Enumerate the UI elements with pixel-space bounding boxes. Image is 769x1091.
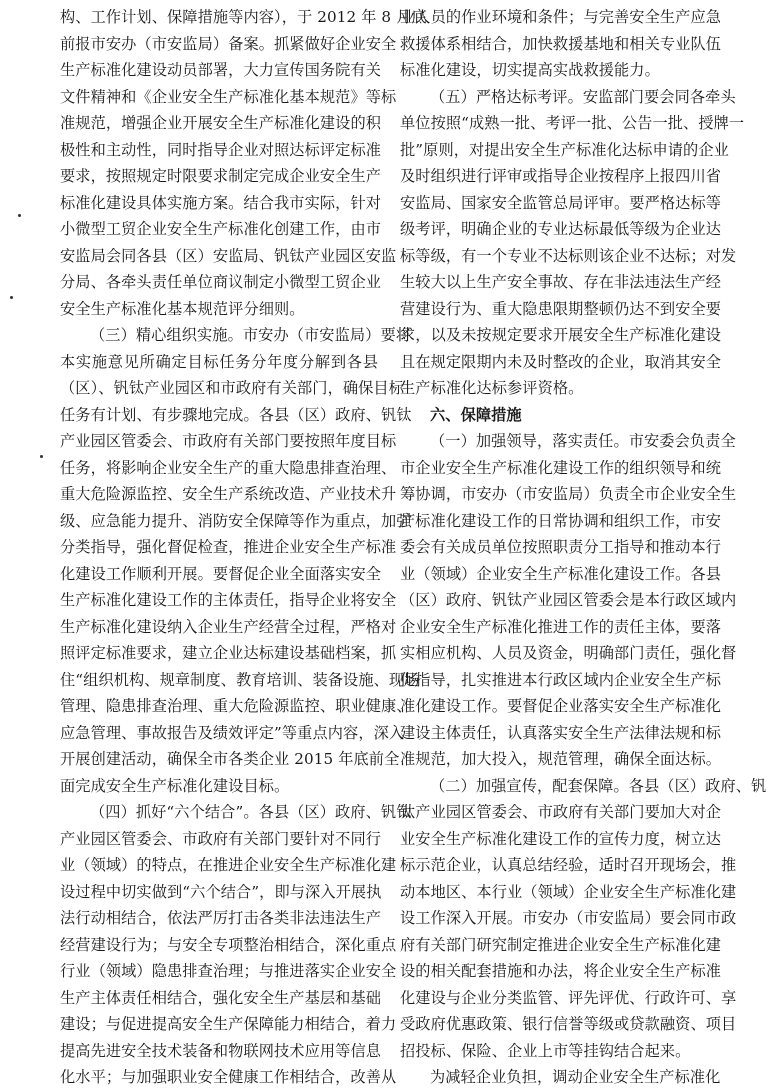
text-line: 生产主体责任相结合，强化安全生产基层和基础 bbox=[60, 988, 382, 1007]
text-line: 开展创建活动，确保全市各类企业 2015 年底前全 bbox=[60, 750, 400, 768]
section-heading: 六、保障措施 bbox=[430, 405, 522, 424]
text-line: 生产标准化建设工作的主体责任，指导企业将安全 bbox=[60, 591, 397, 609]
text-line: 求，以及未按规定要求开展安全生产标准化建设 bbox=[400, 326, 722, 344]
text-line: 建设；与促进提高安全生产保障能力相结合，着力 bbox=[60, 1015, 397, 1033]
text-line: 化建设工作顺利开展。要督促企业全面落实安全 bbox=[60, 564, 382, 583]
text-line: 前报市安办（市安监局）备案。抓紧做好企业安全 bbox=[60, 34, 397, 53]
text-line: 构、工作计划、保障措施等内容），于 2012 年 8 月底 bbox=[60, 8, 427, 26]
text-line: 实相应机构、人员及资金，明确部门责任，强化督 bbox=[400, 644, 737, 662]
text-line: 管理、隐患排查治理、重大危险源监控、职业健康、 bbox=[60, 697, 412, 715]
text-line: 营建设行为、重大隐患限期整顿仍达不到安全要 bbox=[400, 299, 722, 318]
scan-speck bbox=[18, 214, 21, 217]
text-line: 批”原则，对提出安全生产标准化达标申请的企业 bbox=[400, 140, 729, 159]
text-line: 受政府优惠政策、银行信誉等级或贷款融资、项目 bbox=[400, 1015, 737, 1033]
text-line: 建设主体责任，认真落实安全生产法律法规和标 bbox=[400, 723, 722, 742]
text-line: 为减轻企业负担，调动企业安全生产标准化 bbox=[430, 1068, 721, 1086]
text-line: 及时组织进行评审或指导企业按程序上报四川省 bbox=[400, 167, 722, 185]
subsection-heading-line: （二）加强宣传，配套保障。各县（区）政府、钒 bbox=[430, 776, 767, 795]
text-line: 准化建设工作。要督促企业落实安全生产标准化 bbox=[400, 697, 722, 715]
text-line: 业人员的作业环境和条件；与完善安全生产应急 bbox=[400, 8, 722, 26]
text-line: 安监局、国家安全监管总局评审。要严格达标等 bbox=[400, 193, 722, 212]
subsection-heading-line: （一）加强领导，落实责任。市安委会负责全 bbox=[430, 432, 736, 450]
text-line: （区）、钒钛产业园区和市政府有关部门，确保目标 bbox=[60, 379, 405, 397]
text-line: 任务，将影响企业安全生产的重大隐患排查治理、 bbox=[60, 458, 397, 477]
text-line: 小微型工贸企业安全生产标准化创建工作，由市 bbox=[60, 220, 382, 238]
text-line: 面完成安全生产标准化建设目标。 bbox=[60, 776, 290, 795]
text-line: 文件精神和《企业安全生产标准化基本规范》等标 bbox=[60, 87, 397, 106]
text-line: 标准化建设具体实施方案。结合我市实际，针对 bbox=[60, 193, 382, 212]
text-line: 准规范，加大投入，规范管理，确保全面达标。 bbox=[400, 750, 722, 768]
text-line: 任务有计划、有步骤地完成。各县（区）政府、钒钛 bbox=[60, 405, 412, 424]
scan-speck bbox=[10, 296, 13, 299]
text-line: 化水平；与加强职业安全健康工作相结合，改善从 bbox=[60, 1068, 397, 1086]
text-line: 设过程中切实做到“六个结合”，即与深入开展执 bbox=[60, 882, 382, 901]
text-line: 招投标、保险、企业上市等挂钩结合起来。 bbox=[400, 1041, 691, 1060]
text-line: 委会有关成员单位按照职责分工指导和推动本行 bbox=[400, 538, 722, 556]
text-line: 生产标准化达标参评资格。 bbox=[400, 379, 584, 397]
text-line: 提高先进安全技术装备和物联网技术应用等信息 bbox=[60, 1041, 382, 1060]
text-line: （区）政府、钒钛产业园区管委会是本行政区域内 bbox=[400, 591, 737, 609]
text-line: 标等级，有一个专业不达标则该企业不达标；对发 bbox=[400, 246, 737, 265]
subsection-heading-line: （三）精心组织实施。市安办（市安监局）要将 bbox=[90, 326, 412, 344]
text-line: 单位按照“成熟一批、考评一批、公告一批、授牌一 bbox=[400, 114, 745, 132]
text-line: 化建设与企业分类监管、评先评优、行政许可、享 bbox=[400, 988, 737, 1007]
text-line: 安监局会同各县（区）安监局、钒钛产业园区安监 bbox=[60, 246, 397, 265]
text-line: 生产标准化建设纳入企业生产经营全过程，严格对 bbox=[60, 617, 397, 636]
text-line: 住“组织机构、规章制度、教育培训、装备设施、现场 bbox=[60, 670, 420, 689]
text-line: 法行动相结合，依法严厉打击各类非法违法生产 bbox=[60, 909, 382, 927]
text-line: 安全生产标准化基本规范评分细则。 bbox=[60, 299, 305, 318]
text-line: 经营建设行为；与安全专项整治相结合，深化重点 bbox=[60, 935, 397, 954]
text-line: 钛产业园区管委会、市政府有关部门要加大对企 bbox=[400, 803, 722, 821]
text-line: 业（领域）的特点，在推进企业安全生产标准化建 bbox=[60, 856, 397, 874]
text-line: 业安全生产标准化建设工作的宣传力度，树立达 bbox=[400, 829, 722, 848]
text-line: 标准化建设，切实提高实战救援能力。 bbox=[400, 61, 660, 79]
text-line: 行业（领域）隐患排查治理；与推进落实企业安全 bbox=[60, 962, 397, 980]
text-line: 标示范企业，认真总结经验，适时召开现场会，推 bbox=[400, 856, 737, 874]
text-line: 市企业安全生产标准化建设工作的组织领导和统 bbox=[400, 458, 722, 477]
text-line: 设工作深入开展。市安办（市安监局）要会同市政 bbox=[400, 909, 737, 927]
text-line: 本实施意见所确定目标任务分年度分解到各县 bbox=[60, 352, 378, 371]
text-line: 府有关部门研究制定推进企业安全生产标准化建 bbox=[400, 935, 722, 954]
text-line: 应急管理、事故报告及绩效评定”等重点内容，深入 bbox=[60, 723, 405, 742]
text-line: 极性和主动性，同时指导企业对照达标评定标准 bbox=[60, 140, 382, 159]
subsection-heading-line: （四）抓好“六个结合”。各县（区）政府、钒钛 bbox=[90, 803, 412, 821]
text-line: 促指导，扎实推进本行政区域内企业安全生产标 bbox=[400, 670, 722, 689]
text-line: 分局、各牵头责任单位商议制定小微型工贸企业 bbox=[60, 273, 382, 291]
text-line: 企业安全生产标准化推进工作的责任主体，要落 bbox=[400, 617, 722, 636]
text-line: 生产标准化建设动员部署，大力宣传国务院有关 bbox=[60, 61, 382, 79]
text-line: 动本地区、本行业（领域）企业安全生产标准化建 bbox=[400, 882, 737, 901]
text-line: 业（领域）企业安全生产标准化建设工作。各县 bbox=[400, 564, 722, 583]
text-line: 且在规定限期内未及时整改的企业，取消其安全 bbox=[400, 352, 722, 371]
text-line: 产标准化建设工作的日常协调和组织工作，市安 bbox=[400, 511, 722, 530]
text-line: 救援体系相结合，加快救援基地和相关专业队伍 bbox=[400, 34, 722, 53]
subsection-heading-line: （五）严格达标考评。安监部门要会同各牵头 bbox=[430, 87, 736, 106]
text-line: 生较大以上生产安全事故、存在非法违法生产经 bbox=[400, 273, 722, 291]
text-line: 产业园区管委会、市政府有关部门要按照年度目标 bbox=[60, 432, 397, 450]
text-line: 照评定标准要求，建立企业达标建设基础档案，抓 bbox=[60, 644, 397, 662]
left-column bbox=[60, 4, 427, 1091]
text-line: 筹协调，市安办（市安监局）负责全市企业安全生 bbox=[400, 485, 737, 503]
scan-speck bbox=[40, 455, 43, 458]
right-column bbox=[400, 4, 767, 1091]
text-line: 级、应急能力提升、消防安全保障等作为重点，加强 bbox=[60, 511, 412, 530]
text-line: 分类指导，强化督促检查，推进企业安全生产标准 bbox=[60, 538, 397, 556]
text-line: 准规范，增强企业开展安全生产标准化建设的积 bbox=[60, 114, 382, 132]
text-line: 设的相关配套措施和办法，将企业安全生产标准 bbox=[400, 962, 722, 980]
text-line: 级考评，明确企业的专业达标最低等级为企业达 bbox=[400, 220, 722, 238]
text-line: 重大危险源监控、安全生产系统改造、产业技术升 bbox=[60, 485, 397, 503]
text-line: 要求，按照规定时限要求制定完成企业安全生产 bbox=[60, 167, 382, 185]
text-line: 产业园区管委会、市政府有关部门要针对不同行 bbox=[60, 829, 382, 848]
